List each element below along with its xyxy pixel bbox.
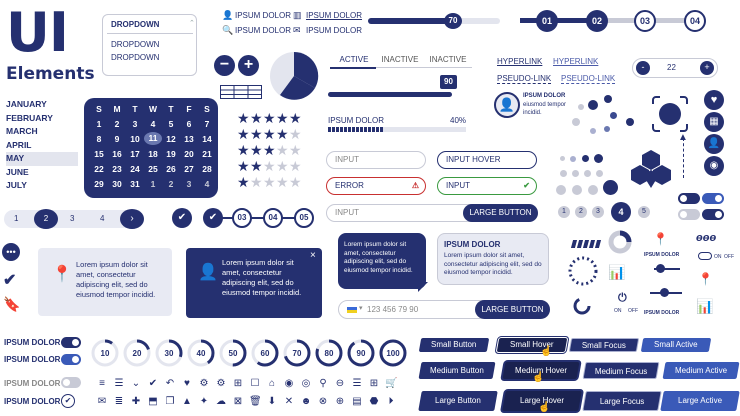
star-icon[interactable]: ★ xyxy=(276,174,289,190)
toggle-on-label: ON xyxy=(614,308,622,314)
progress-circle xyxy=(122,338,152,368)
star-icon[interactable]: ★ xyxy=(250,110,263,126)
small-hover-button[interactable]: Small Hover xyxy=(497,338,567,352)
wave-icon: ɵɵɵ xyxy=(696,232,717,244)
slider2-track[interactable] xyxy=(328,92,452,97)
link-user[interactable]: IPSUM DOLOR xyxy=(235,11,292,20)
calendar-day[interactable]: 3 xyxy=(186,179,192,189)
small-button[interactable]: Small Button xyxy=(419,338,489,352)
calendar-day[interactable]: 2 xyxy=(168,179,174,189)
progress-circle-label: 30 xyxy=(164,349,174,358)
input-valid[interactable] xyxy=(437,177,537,195)
calendar-day[interactable]: 21 xyxy=(202,149,212,159)
calendar-day[interactable]: 4 xyxy=(204,179,210,189)
toggle[interactable] xyxy=(702,193,724,204)
star-icon[interactable]: ★ xyxy=(263,174,276,190)
cloud-icon: ☁ xyxy=(216,396,226,407)
star-icon[interactable]: ★ xyxy=(276,126,289,142)
icon-grid xyxy=(96,378,406,412)
progress-circle xyxy=(90,338,120,368)
star-icon[interactable]: ★ xyxy=(250,158,263,174)
bar-chart-icon: 📊 xyxy=(696,298,714,314)
large-button[interactable]: LARGE BUTTON xyxy=(475,300,550,319)
next-page-icon[interactable]: › xyxy=(120,209,144,229)
calendar-day[interactable]: 10 xyxy=(130,134,140,144)
chart-icon: ▥ xyxy=(293,10,302,20)
dropdown-selected[interactable]: DROPDOWN xyxy=(111,20,160,29)
large-hover-button[interactable]: Large Hover xyxy=(502,391,582,411)
toggle-label: IPSUM DOLOR xyxy=(4,338,61,347)
trash-icon: 🗑 xyxy=(249,396,262,407)
phone-placeholder: 123 456 79 90 xyxy=(367,305,419,314)
small-active-button[interactable]: Small Active xyxy=(641,338,711,352)
more-icon[interactable]: ••• xyxy=(2,243,20,261)
target-icon: ◎ xyxy=(301,378,311,389)
star-icon[interactable]: ★ xyxy=(237,126,250,142)
title-ui: UI xyxy=(6,1,68,64)
heart-icon[interactable]: ♥ xyxy=(704,90,724,110)
bar-chart-icon: 📊 xyxy=(608,264,626,280)
menu-icon: ☰ xyxy=(114,378,124,389)
check-icon: ✔ xyxy=(523,181,530,190)
toggle-off[interactable] xyxy=(61,377,81,388)
star-icon[interactable]: ★ xyxy=(237,158,250,174)
progress-circle-label: 100 xyxy=(386,349,400,358)
gear-icon: ⚙ xyxy=(199,378,209,389)
progress-circle xyxy=(154,338,184,368)
star-icon[interactable]: ★ xyxy=(237,174,250,190)
mail-icon: ✉ xyxy=(97,396,107,407)
month-item[interactable]: JUNE xyxy=(6,166,29,177)
flag-icon xyxy=(347,307,357,313)
cursor-icon: ☝ xyxy=(538,402,551,413)
quantity-stepper[interactable] xyxy=(632,58,718,78)
calendar-day[interactable]: 25 xyxy=(148,164,158,174)
calendar-day[interactable]: 22 xyxy=(94,164,104,174)
location-label: IPSUM DOLOR xyxy=(644,252,680,258)
cross-box-icon: ⊠ xyxy=(233,396,243,407)
large-focus-button[interactable]: Large Focus xyxy=(582,391,662,411)
dropdown-option[interactable]: DROPDOWN xyxy=(111,53,160,62)
progress-circle-label: 90 xyxy=(356,349,366,358)
add-icon: ⊕ xyxy=(335,396,345,407)
arrow-up-icon xyxy=(683,138,684,178)
location-pin-icon: 📍 xyxy=(698,272,713,286)
calendar-weekday: F xyxy=(186,104,192,114)
page-2-active[interactable]: 2 xyxy=(34,209,58,229)
month-item-selected[interactable]: MAY xyxy=(6,152,78,166)
close-icon[interactable]: × xyxy=(310,250,316,261)
stepper-value[interactable]: 22 xyxy=(667,63,676,72)
progress-label: IPSUM DOLOR xyxy=(328,116,385,125)
step-3[interactable]: 03 xyxy=(634,10,656,32)
page-dot-active[interactable]: 4 xyxy=(611,202,631,222)
calendar-day[interactable]: 11 xyxy=(144,132,162,145)
title-elements: Elements xyxy=(6,64,95,84)
star-icon[interactable]: ★ xyxy=(263,142,276,158)
toggle-on[interactable] xyxy=(61,337,81,348)
calendar-day[interactable]: 12 xyxy=(166,134,176,144)
toggle-label: IPSUM DOLOR xyxy=(4,355,61,364)
calendar-day[interactable]: 31 xyxy=(130,179,140,189)
calendar-day[interactable]: 17 xyxy=(130,149,140,159)
progress-circle-label: 60 xyxy=(260,349,270,358)
progress-circle-label: 40 xyxy=(196,349,206,358)
dropdown-option[interactable]: DROPDOWN xyxy=(111,40,160,49)
calendar-day[interactable]: 28 xyxy=(202,164,212,174)
layer-icon: ⬒ xyxy=(148,396,158,407)
bookmark-icon: 🔖 xyxy=(3,296,21,312)
medium-hover-button[interactable]: Medium Hover xyxy=(503,362,580,379)
star-icon[interactable]: ★ xyxy=(289,126,302,142)
location-label: IPSUM DOLOR xyxy=(644,310,680,316)
progress-circle xyxy=(314,338,344,368)
step-circle[interactable]: 03 xyxy=(232,208,252,228)
step-circle[interactable]: 04 xyxy=(263,208,283,228)
menu-icon: ☰ xyxy=(352,378,362,389)
step-1[interactable]: 01 xyxy=(536,10,558,32)
align-icon: ≣ xyxy=(114,396,124,407)
triangle-icon: ▲ xyxy=(182,396,192,407)
cart-icon: 🛒 xyxy=(385,378,398,389)
bars-icon xyxy=(572,238,602,252)
grid-icon: ⊞ xyxy=(233,378,243,389)
large-input-placeholder: INPUT xyxy=(335,208,359,217)
star-icon[interactable]: ★ xyxy=(276,110,289,126)
calendar-day[interactable]: 3 xyxy=(132,119,138,129)
minus-icon: ⊖ xyxy=(335,378,345,389)
calendar-day[interactable]: 26 xyxy=(166,164,176,174)
progress-ring-icon xyxy=(572,296,592,316)
progress-circle-label: 50 xyxy=(228,349,238,358)
search-icon: 🔍 xyxy=(222,25,234,35)
user-card xyxy=(186,248,322,318)
star-icon[interactable]: ★ xyxy=(289,158,302,174)
check-circle-icon[interactable]: ✔ xyxy=(172,208,192,228)
cog-icon: ⚙ xyxy=(216,378,226,389)
large-button[interactable]: LARGE BUTTON xyxy=(463,204,538,222)
chevron-down-icon: ▾ xyxy=(359,305,363,312)
toggle-label: IPSUM DOLOR xyxy=(4,379,61,388)
page-3[interactable]: 3 xyxy=(70,214,75,223)
calendar-weekday: T xyxy=(168,104,174,114)
page-dot[interactable]: 5 xyxy=(638,206,650,218)
calendar-day[interactable]: 5 xyxy=(168,119,174,129)
medium-focus-button[interactable]: Medium Focus xyxy=(583,362,660,379)
chat-text: Lorem ipsum dolor sit amet, consectetur adipiscing elit, sed do eiusmod tempor incidid. xyxy=(444,252,542,276)
grid-icon[interactable]: ▦ xyxy=(704,112,724,132)
step-2[interactable]: 02 xyxy=(586,10,608,32)
download-icon: ⬇ xyxy=(267,396,277,407)
user-icon: 👤 xyxy=(198,264,218,281)
calendar-weekday: T xyxy=(132,104,138,114)
user-icon: 👤 xyxy=(222,10,234,20)
location-pin-icon: 📍 xyxy=(52,266,72,283)
progress-circle xyxy=(250,338,280,368)
calendar-day[interactable]: 7 xyxy=(204,119,210,129)
cursor-icon: ☝ xyxy=(540,346,553,357)
calendar-day[interactable]: 20 xyxy=(184,149,194,159)
square-icon: ☐ xyxy=(250,378,260,389)
month-item[interactable]: JANUARY xyxy=(6,99,47,109)
hyperlink[interactable]: HYPERLINK xyxy=(497,57,543,66)
calendar-day[interactable]: 1 xyxy=(96,119,102,129)
progress-percent: 40% xyxy=(450,116,467,125)
star-rating[interactable] xyxy=(237,110,307,190)
check-circle-icon[interactable]: ✔ xyxy=(203,208,223,228)
checkbox-checked[interactable]: ✔ xyxy=(61,394,75,408)
calendar-weekday: S xyxy=(204,104,210,114)
location-pin-icon: 📍 xyxy=(653,232,668,246)
slider-thumb[interactable]: 70 xyxy=(444,13,462,29)
chat-text: Lorem ipsum dolor sit amet, consectetur adipiscing elit, sed do eiusmod tempor incidid. xyxy=(344,241,413,274)
input-hover[interactable]: INPUT HOVER xyxy=(437,151,537,169)
progress-circle-label: 20 xyxy=(132,349,142,358)
star-icon[interactable]: ★ xyxy=(250,126,263,142)
star-icon[interactable]: ★ xyxy=(276,142,289,158)
link-search[interactable]: IPSUM DOLOR xyxy=(235,26,292,35)
step-4[interactable]: 04 xyxy=(684,10,706,32)
chevron-up-icon: ⌃ xyxy=(189,20,195,27)
progress-bar xyxy=(328,127,466,132)
month-item[interactable]: APRIL xyxy=(6,139,32,150)
calendar-day[interactable]: 2 xyxy=(114,119,120,129)
month-list xyxy=(6,98,76,193)
month-item[interactable]: FEBRUARY xyxy=(6,112,53,123)
profile-text: eiusmod tempor incidid. xyxy=(523,102,567,116)
calendar-day[interactable]: 9 xyxy=(114,134,120,144)
progress-circle xyxy=(186,338,216,368)
link-chart[interactable]: IPSUM DOLOR xyxy=(306,11,363,20)
chevron-down-icon: ⌄ xyxy=(131,378,141,389)
list-icon: ≡ xyxy=(99,378,105,389)
toggle[interactable] xyxy=(678,193,700,204)
toggle-off-label: OFF xyxy=(724,254,734,260)
star-icon[interactable]: ★ xyxy=(289,174,302,190)
table-icon xyxy=(220,85,262,99)
calendar-day[interactable]: 16 xyxy=(112,149,122,159)
medium-button[interactable]: Medium Button xyxy=(419,362,496,379)
calendar-day[interactable]: 1 xyxy=(150,179,156,189)
large-active-button[interactable]: Large Active xyxy=(660,391,740,411)
input-field[interactable]: INPUT xyxy=(326,151,426,169)
spinner-icon xyxy=(566,254,600,288)
grid-icon: ⊞ xyxy=(369,378,379,389)
calendar-day[interactable]: 13 xyxy=(184,134,194,144)
calendar-day[interactable]: 24 xyxy=(130,164,140,174)
plus-icon: ✚ xyxy=(131,396,141,407)
small-focus-button[interactable]: Small Focus xyxy=(569,338,639,352)
calendar-day[interactable]: 15 xyxy=(94,149,104,159)
star-icon[interactable]: ★ xyxy=(237,110,250,126)
page-dot[interactable]: 3 xyxy=(592,206,604,218)
camera-icon[interactable]: ◉ xyxy=(704,156,724,176)
card-text: Lorem ipsum dolor sit amet, consectetur adipiscing elit, sed do eiusmod tempor incidid. xyxy=(222,258,302,297)
play-icon: ⏵ xyxy=(388,396,394,407)
calendar-day[interactable]: 30 xyxy=(112,179,122,189)
heart-icon: ♥ xyxy=(184,378,190,389)
toggle[interactable] xyxy=(702,209,724,220)
progress-circle-label: 70 xyxy=(292,349,302,358)
donut-icon xyxy=(608,230,632,254)
calendar xyxy=(84,98,218,198)
check-icon: ✔ xyxy=(148,378,158,389)
progress-circle xyxy=(378,338,408,368)
chat-title: IPSUM DOLOR xyxy=(444,240,501,249)
home-icon: ⌂ xyxy=(268,378,276,389)
smile-icon: ☻ xyxy=(300,396,312,407)
star-icon[interactable]: ★ xyxy=(263,110,276,126)
calendar-day[interactable]: 19 xyxy=(166,149,176,159)
stepper-plus[interactable]: + xyxy=(700,61,714,75)
calendar-day[interactable]: 18 xyxy=(148,149,158,159)
tab-inactive[interactable]: INACTIVE xyxy=(429,55,467,64)
calendar-weekday: M xyxy=(113,104,121,114)
pseudo-link-hover[interactable]: PSEUDO-LINK xyxy=(561,74,616,83)
input-valid-text: INPUT xyxy=(446,181,470,190)
check-icon: ✔ xyxy=(3,272,17,289)
medium-active-button[interactable]: Medium Active xyxy=(663,362,740,379)
dropdown[interactable] xyxy=(102,14,197,76)
calendar-day[interactable]: 14 xyxy=(202,134,212,144)
toggle-off-label: OFF xyxy=(628,308,638,314)
calendar-weekday: W xyxy=(148,104,158,114)
star-icon[interactable]: ★ xyxy=(250,174,263,190)
progress-circle xyxy=(282,338,312,368)
calendar-day[interactable]: 6 xyxy=(186,119,192,129)
user-icon: 👤 xyxy=(498,97,516,112)
star-icon[interactable]: ★ xyxy=(276,158,289,174)
star-icon[interactable]: ★ xyxy=(289,110,302,126)
calendar-day[interactable]: 29 xyxy=(94,179,104,189)
calendar-day[interactable]: 27 xyxy=(184,164,194,174)
toggle-label: IPSUM DOLOR xyxy=(4,397,61,406)
toggle[interactable] xyxy=(678,209,700,220)
calendar-day[interactable]: 23 xyxy=(112,164,122,174)
link-mail[interactable]: IPSUM DOLOR xyxy=(306,26,363,35)
copy-icon: ❐ xyxy=(165,396,175,407)
slider-track[interactable] xyxy=(368,18,500,24)
star-icon[interactable]: ★ xyxy=(250,142,263,158)
progress-circle-label: 10 xyxy=(100,349,110,358)
record-icon: ◉ xyxy=(284,378,294,389)
undo-icon: ↶ xyxy=(165,378,175,389)
tabs xyxy=(330,53,472,69)
star-icon[interactable]: ★ xyxy=(263,126,276,142)
page-dot[interactable]: 2 xyxy=(575,206,587,218)
table-icon: ▤ xyxy=(352,396,362,407)
calendar-weekday: S xyxy=(96,104,102,114)
location-card xyxy=(38,248,172,316)
pie-chart xyxy=(268,50,320,102)
page-4[interactable]: 4 xyxy=(100,214,105,223)
tab-inactive[interactable]: INACTIVE xyxy=(381,55,419,64)
cancel-icon: ⊗ xyxy=(318,396,328,407)
slider2-value: 90 xyxy=(440,75,457,89)
chat-bubble xyxy=(338,233,426,289)
month-item[interactable]: JULY xyxy=(6,180,27,190)
toggle-on[interactable] xyxy=(61,354,81,365)
toggle-small[interactable] xyxy=(698,252,712,260)
card-text: Lorem ipsum dolor sit amet, consectetur adipiscing elit, sed do eiusmod tempor incidid. xyxy=(76,260,156,299)
toggle-on-label: ON xyxy=(714,254,722,260)
power-icon: ⏻ xyxy=(618,292,627,304)
cursor-icon: ☝ xyxy=(532,372,545,383)
input-error[interactable] xyxy=(326,177,426,195)
minus-button[interactable]: − xyxy=(214,55,235,76)
input-error-text: ERROR xyxy=(335,181,364,190)
page-dot[interactable]: 1 xyxy=(558,206,570,218)
hex-icon: ⬣ xyxy=(369,396,379,407)
month-item[interactable]: MARCH xyxy=(6,126,38,136)
progress-circle xyxy=(346,338,376,368)
star-icon[interactable]: ★ xyxy=(237,142,250,158)
stepper-minus[interactable]: - xyxy=(636,61,650,75)
hyperlink-hover[interactable]: HYPERLINK xyxy=(553,57,599,66)
calendar-day[interactable]: 4 xyxy=(150,119,156,129)
mail-icon: ✉ xyxy=(293,25,301,35)
avatar[interactable] xyxy=(494,92,520,118)
close-icon: ✕ xyxy=(284,396,294,407)
progress-circle-label: 80 xyxy=(324,349,334,358)
progress-fill xyxy=(328,127,383,132)
sparkle-icon: ✦ xyxy=(199,396,209,407)
profile-name: IPSUM DOLOR xyxy=(523,93,566,99)
hexagon-cluster xyxy=(628,148,674,190)
calendar-day[interactable]: 8 xyxy=(96,134,102,144)
step-circle[interactable]: 05 xyxy=(294,208,314,228)
chat-bubble-light xyxy=(437,233,549,285)
tab-active[interactable]: ACTIVE xyxy=(339,55,369,64)
plus-button[interactable]: + xyxy=(238,55,259,76)
progress-circle xyxy=(218,338,248,368)
user-icon[interactable]: 👤 xyxy=(704,134,724,154)
search-icon: ⚲ xyxy=(319,378,327,389)
star-icon[interactable]: ★ xyxy=(263,158,276,174)
large-button[interactable]: Large Button xyxy=(418,391,498,411)
pseudo-link[interactable]: PSEUDO-LINK xyxy=(497,74,552,83)
page-1[interactable]: 1 xyxy=(14,214,19,223)
star-icon[interactable]: ★ xyxy=(289,142,302,158)
error-icon: ⚠ xyxy=(411,181,419,190)
